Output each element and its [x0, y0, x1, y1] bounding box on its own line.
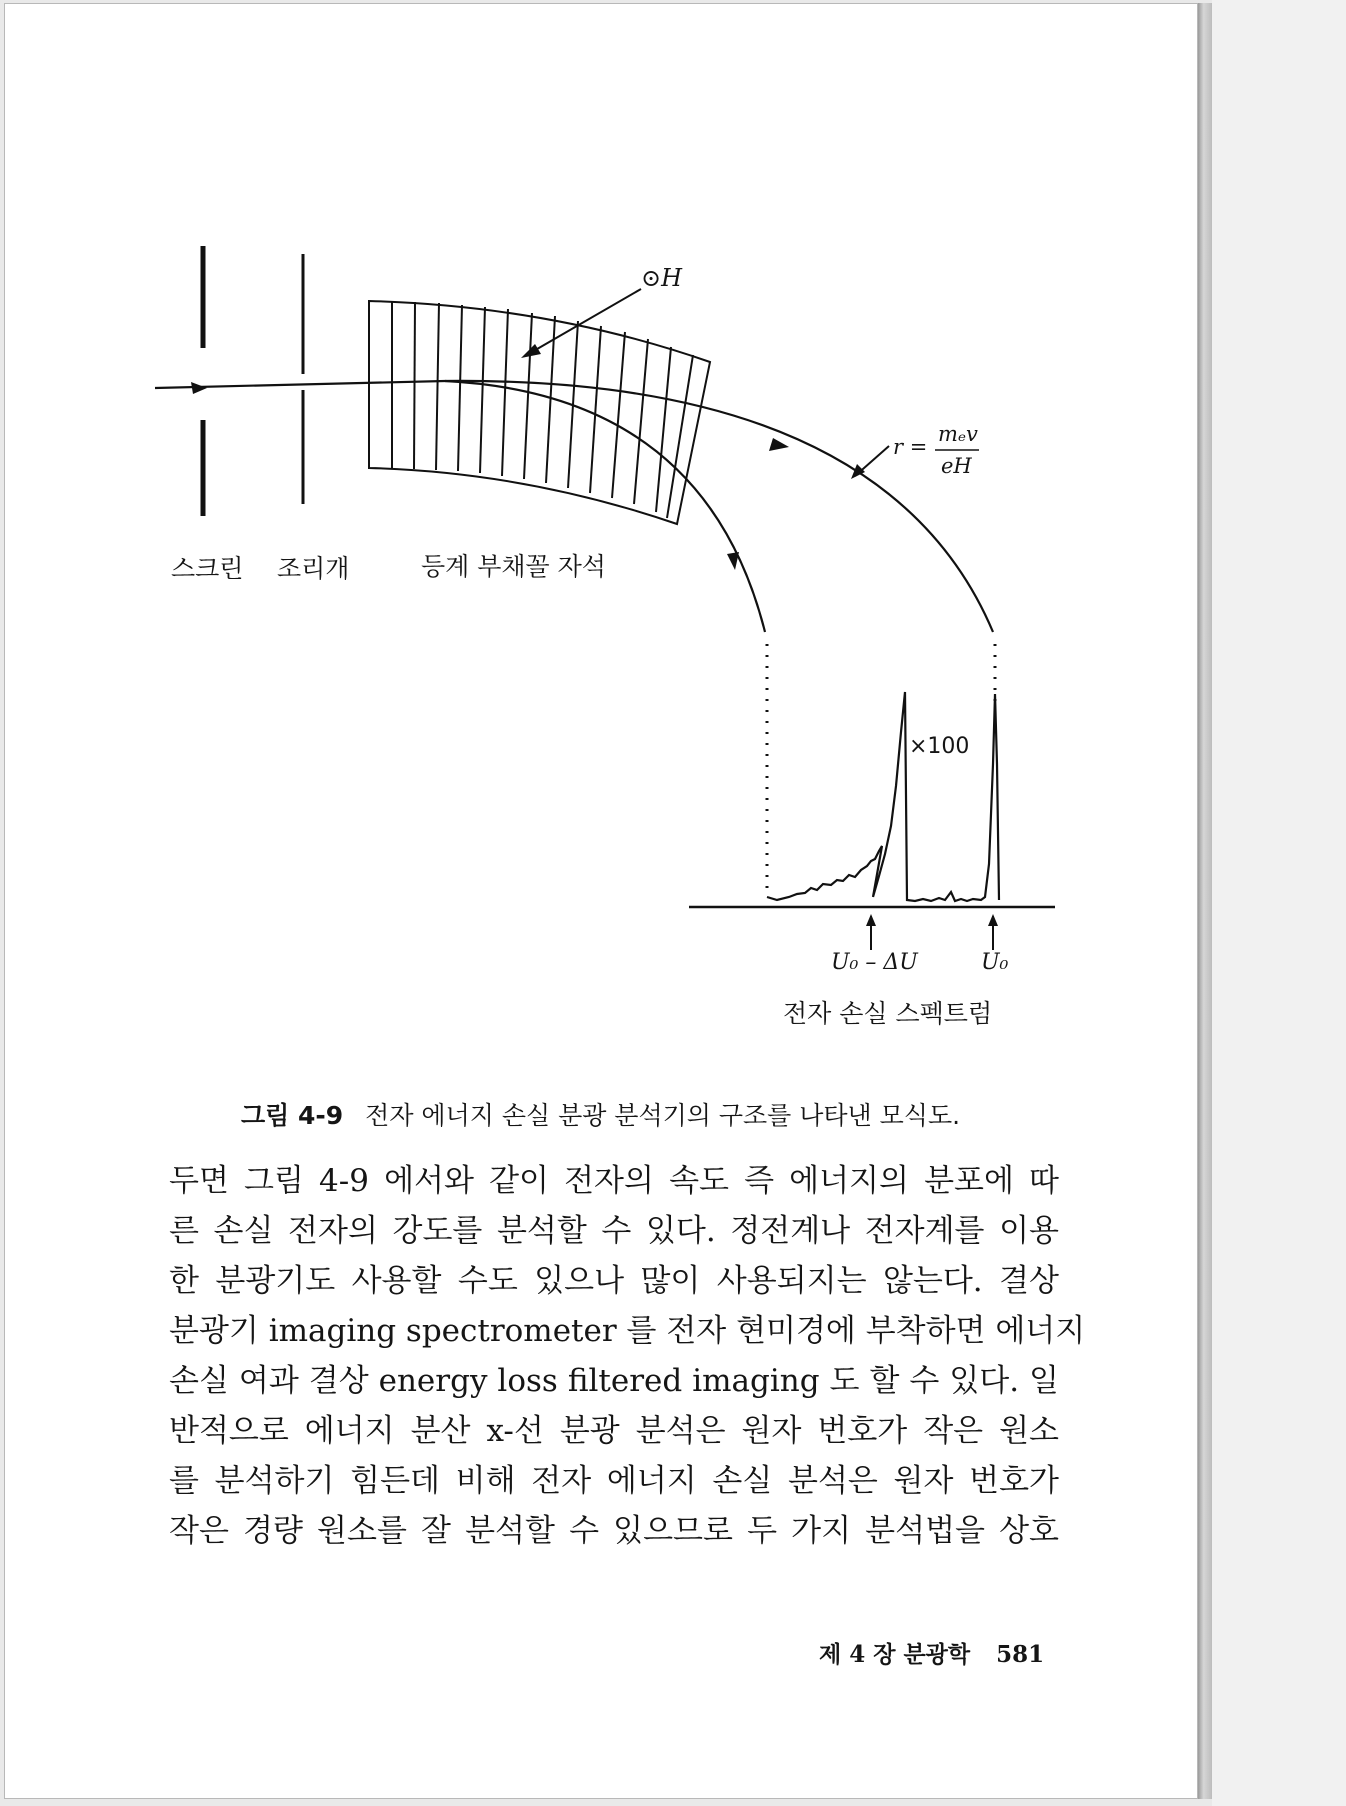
- label-screen: 스크린: [171, 554, 244, 583]
- page-number: 581: [996, 1641, 1045, 1668]
- body-paragraph: [169, 1156, 1086, 1556]
- page-footer: [819, 1636, 1044, 1669]
- spectrum-trace: [767, 692, 999, 901]
- page-binding-edge: [1198, 3, 1212, 1799]
- text-line: 한 분광기도 사용할 수도 있으나 많이 사용되지는 않는다. 결상: [169, 1263, 1059, 1299]
- chapter-title: 제 4 장 분광학: [819, 1641, 971, 1668]
- text-line: 반적으로 에너지 분산 x-선 분광 분석은 원자 번호가 작은 원소: [169, 1413, 1059, 1449]
- text-line: 른 손실 전자의 강도를 분석할 수 있다. 정전계나 전자계를 이용: [169, 1213, 1059, 1249]
- beam-arrowhead-energy-loss: [727, 552, 739, 570]
- figure-caption: [241, 1096, 960, 1132]
- text-line: 를 분석하기 힘든데 비해 전자 에너지 손실 분석은 원자 번호가: [169, 1463, 1059, 1499]
- sector-magnet: [369, 301, 710, 524]
- book-page: [4, 3, 1198, 1799]
- text-line: 작은 경량 원소를 잘 분석할 수 있으므로 두 가지 분석법을 상호: [169, 1513, 1059, 1549]
- label-magnet: 등계 부채꼴 자석: [421, 552, 606, 581]
- beam-arrowhead-incident: [191, 382, 207, 394]
- radius-formula-denominator: eH: [941, 454, 972, 478]
- field-symbol: ⊙H: [641, 264, 683, 292]
- loss-marker-arrowhead: [866, 914, 876, 926]
- label-aperture: 조리개: [277, 554, 350, 583]
- axis-mark-zero: U₀: [981, 950, 1009, 975]
- radius-pointer-arrowhead: [851, 464, 865, 479]
- electron-beam-energy-loss: [445, 381, 765, 632]
- text-line: 분광기 imaging spectrometer 를 전자 현미경에 부착하면 에너지: [169, 1313, 1086, 1349]
- figure-caption-text: 전자 에너지 손실 분광 분석기의 구조를 나타낸 모식도.: [365, 1101, 961, 1130]
- text-line: 두면 그림 4-9 에서와 같이 전자의 속도 즉 에너지의 분포에 따: [169, 1163, 1059, 1199]
- beam-arrowhead-zero-loss: [769, 438, 789, 451]
- radius-formula-lhs: r =: [893, 435, 928, 459]
- text-line: 손실 여과 결상 energy loss filtered imaging 도 할 수 있다. 일: [169, 1363, 1059, 1399]
- zero-marker-arrowhead: [988, 914, 998, 926]
- figure-number: 그림 4-9: [241, 1101, 344, 1130]
- label-spectrum: 전자 손실 스펙트럼: [783, 999, 993, 1028]
- magnification-label: ×100: [909, 734, 970, 759]
- axis-mark-loss: U₀ – ΔU: [831, 950, 918, 975]
- radius-formula-numerator: mₑv: [938, 422, 978, 446]
- outer-background: [1212, 0, 1346, 1806]
